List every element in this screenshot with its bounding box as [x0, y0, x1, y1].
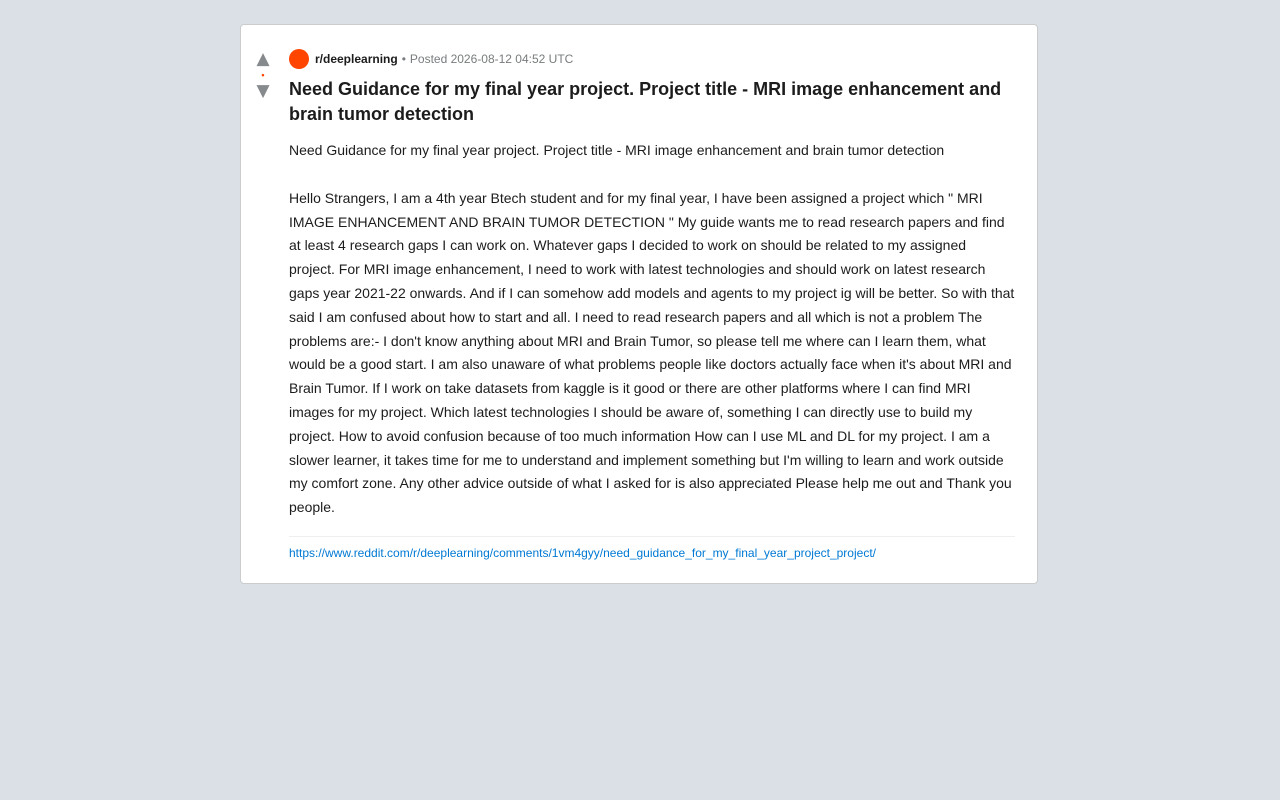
post-divider: [289, 536, 1015, 537]
vote-column: [241, 25, 285, 101]
post-meta: [289, 48, 1015, 70]
post-body: [289, 48, 1015, 560]
downvote-icon[interactable]: ▼: [256, 81, 270, 101]
subreddit-avatar[interactable]: [289, 49, 309, 69]
subreddit-name[interactable]: r/deeplearning: [315, 52, 398, 66]
post-timestamp: Posted 2026-08-12 04:52 UTC: [409, 52, 574, 66]
post-text: [289, 139, 1015, 520]
upvote-icon[interactable]: ▲: [256, 49, 270, 69]
post-card: [240, 24, 1038, 584]
post-body-paragraph: Hello Strangers, I am a 4th year Btech student and for my final year, I have been assigned a project which " MRI IMAGE ENHANCEMENT AND BRAIN TUMOR DETECTION " My guide wants me to read research papers and find at least 4 research gaps I can work on. Whatever gaps I decided to work on should be related to my assigned project. For MRI image enhancement, I need to work with latest technologies and should work on latest research gaps year 2021-22 onwards. And if I can somehow add models and agents to my project ig will be better. So with that said I am confused about how to start and all. I need to read research papers and all which is not a problem The problems are:- I don't know anything about MRI and Brain Tumor, so please tell me where can I learn them, what would be a good start. I am also unaware of what problems people like doctors actually face when it's about MRI and Brain Tumor. If I work on take datasets from kaggle is it good or there are other platforms where I can find MRI images for my project. Which latest technologies I should be aware of, something I can directly use to build my project. How to avoid confusion because of too much information How can I use ML and DL for my project. I am a slower learner, it takes time for me to understand and implement something but I'm willing to learn and work outside my comfort zone. Any other advice outside of what I asked for is also appreciated Please help me out and Thank you people.: [289, 189, 1015, 516]
meta-separator: •: [401, 52, 406, 66]
post-first-paragraph: Need Guidance for my final year project. Project title - MRI image enhancement and brain tumor detection: [289, 142, 945, 158]
post-url-link[interactable]: https://www.reddit.com/r/deeplearning/comments/1vm4gyy/need_guidance_for_my_final_year_project_project/: [289, 545, 876, 560]
vote-score: •: [261, 70, 265, 80]
post-title[interactable]: Need Guidance for my final year project. Project title - MRI image enhancement and brain tumor detection: [289, 79, 1002, 124]
